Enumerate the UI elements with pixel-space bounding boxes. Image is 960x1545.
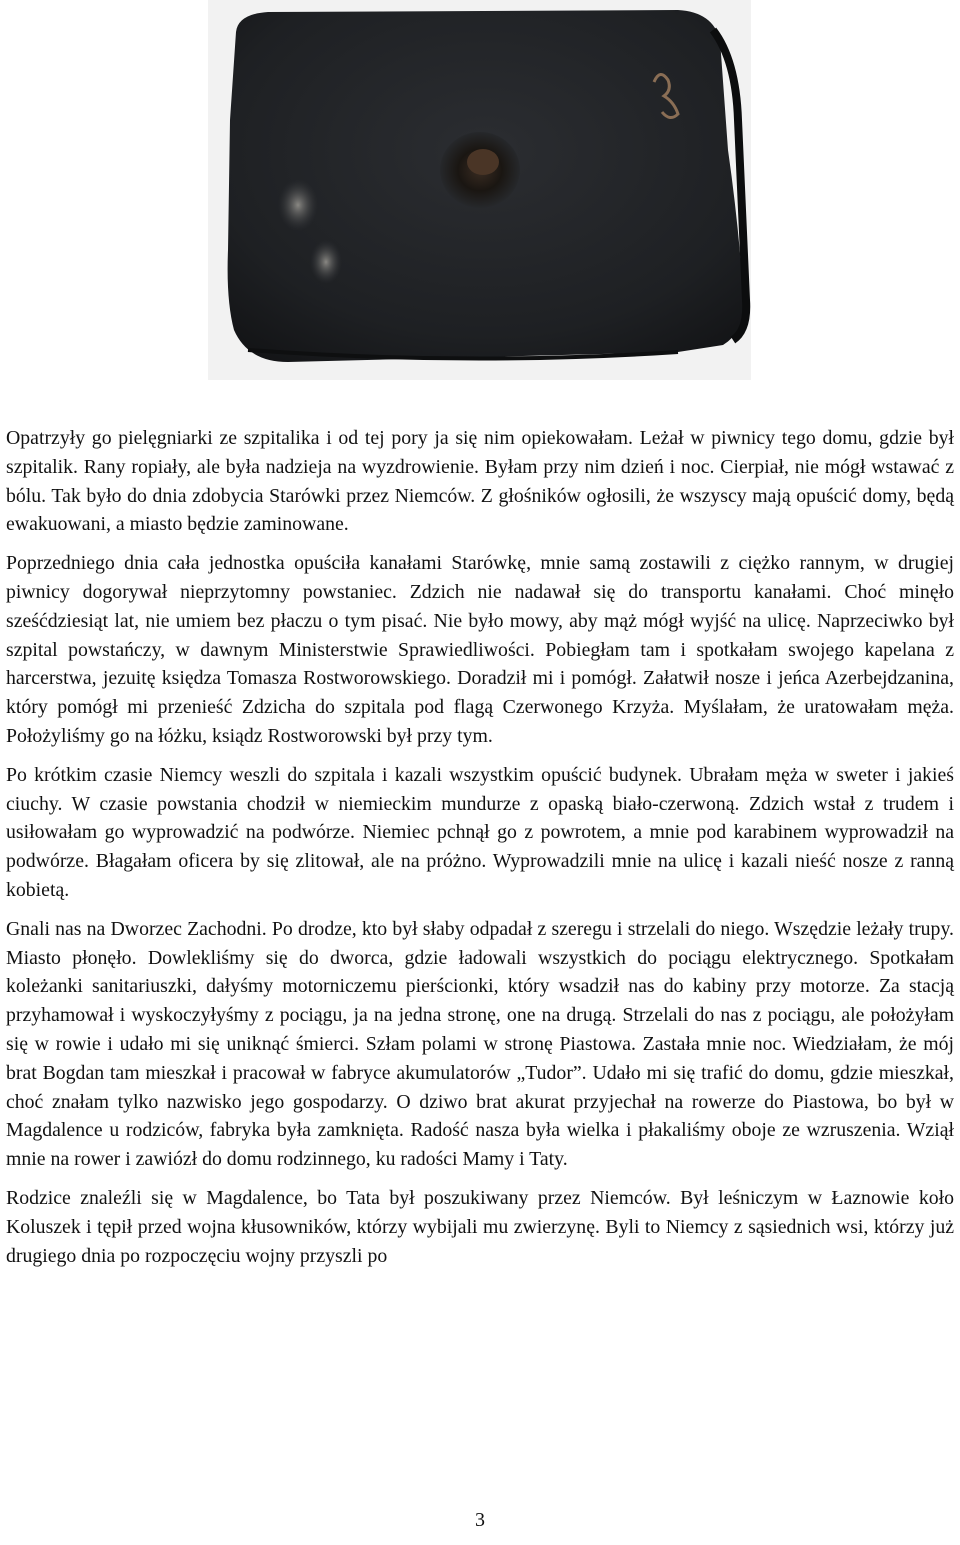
wallet-photo	[208, 0, 751, 380]
paragraph-2: Poprzedniego dnia cała jednostka opuściła kanałami Starówkę, mnie samą zostawili z ciężko rannym, w drugiej piwnicy dogorywał nieprzytomny powstaniec. Zdzich nie nadawał się do transportu kanałami. Choć minęło sześćdziesiąt lat, nie umiem bez płaczu o tym pisać. Nie było mowy, aby mąż mógł wyjść na ulicę. Naprzeciwko był szpital powstańczy, w dawnym Ministerstwie Sprawiedliwości. Pobiegłam tam i spotkałam swojego kapelana z harcerstwa, jezuitę księdza Tomasza Rostworowskiego. Doradził mi i pomógł. Załatwił nosze i jeńca Azerbejdzanina, który pomógł mi przenieść Zdzicha do szpitala pod flagą Czerwonego Krzyża. Myślałam, że uratowałam męża. Położyliśmy go na łóżku, ksiądz Rostworowski był przy tym.	[6, 552, 954, 747]
paragraph-1: Opatrzyły go pielęgniarki ze szpitalika i od tej pory ja się nim opiekowałam. Leżał w piwnicy tego domu, gdzie był szpitalik. Rany ropiały, ale była nadzieja na wyzdrowienie. Byłam przy nim dzień i noc. Cierpiał, nie mógł wstawać z bólu. Tak było do dnia zdobycia Starówki przez Niemców. Z głośników ogłosili, że wszyscy mają opuścić domy, będą ewakuowani, a miasto będzie zaminowane.	[6, 427, 954, 536]
paragraph-4: Gnali nas na Dworzec Zachodni. Po drodze, kto był słaby odpadał z szeregu i strzelali do niego. Wszędzie leżały trupy. Miasto płonęło. Dowlekliśmy się do dworca, gdzie ładowali wszystkich do pociągu elektrycznego. Spotkałam koleżanki sanitariuszki, dałyśmy motorniczemu pierścionki, który wsadził nas do kabiny przy motorze. Za stacją przyhamował i wyskoczyłyśmy z pociągu, ja na jedna stronę, one na drugą. Strzelali do nas z pociągu, ale położyłam się w rowie i udało mi się uniknąć śmierci. Szłam polami w stronę Piastowa. Zastała mnie noc. Wiedziałam, że mój brat Bogdan tam mieszkał i pracował w fabryce akumulatorów „Tudor”. Udało mi się trafić do domu, gdzie mieszkał, choć znałam tylko nazwisko jego gospodarzy. O dziwo brat akurat przyjechał na rowerze do Piastowa, bo był w Magdalence u rodziców, fabryka była zamknięta. Radość nasza była wielka i płakaliśmy oboje ze wzruszenia. Wziął mnie na rower i zawiózł do domu rodzinnego, ku radości Mamy i Taty.	[6, 917, 954, 1171]
wallet-image	[208, 0, 751, 380]
paragraph-5: Rodzice znaleźli się w Magdalence, bo Tata był poszukiwany przez Niemców. Był leśniczym w Łaznowie koło Koluszek i tępił przed wojna kłusowników, którzy wybijali mu zwierzynę. Byli to Niemcy z sąsiednich wsi, którzy już drugiego dnia po rozpoczęciu wojny przyszli po	[6, 1186, 954, 1267]
page-number: 3	[475, 1509, 485, 1531]
paragraph-3: Po krótkim czasie Niemcy weszli do szpitala i kazali wszystkim opuścić budynek. Ubrałam męża w sweter i jakieś ciuchy. W czasie powstania chodził w niemieckim mundurze z opaską biało-czerwoną. Zdzich wstał z trudem i usiłowałam go wyprowadzić na podwórze. Niemiec pchnął go z powrotem, a mnie pod karabinem wyprowadził na podwórze. Błagałam oficera by się zlitował, ale na próżno. Wyprowadzili mnie na ulicę i kazali nieść nosze z ranną kobietą.	[6, 763, 954, 901]
article-body	[6, 424, 954, 1280]
